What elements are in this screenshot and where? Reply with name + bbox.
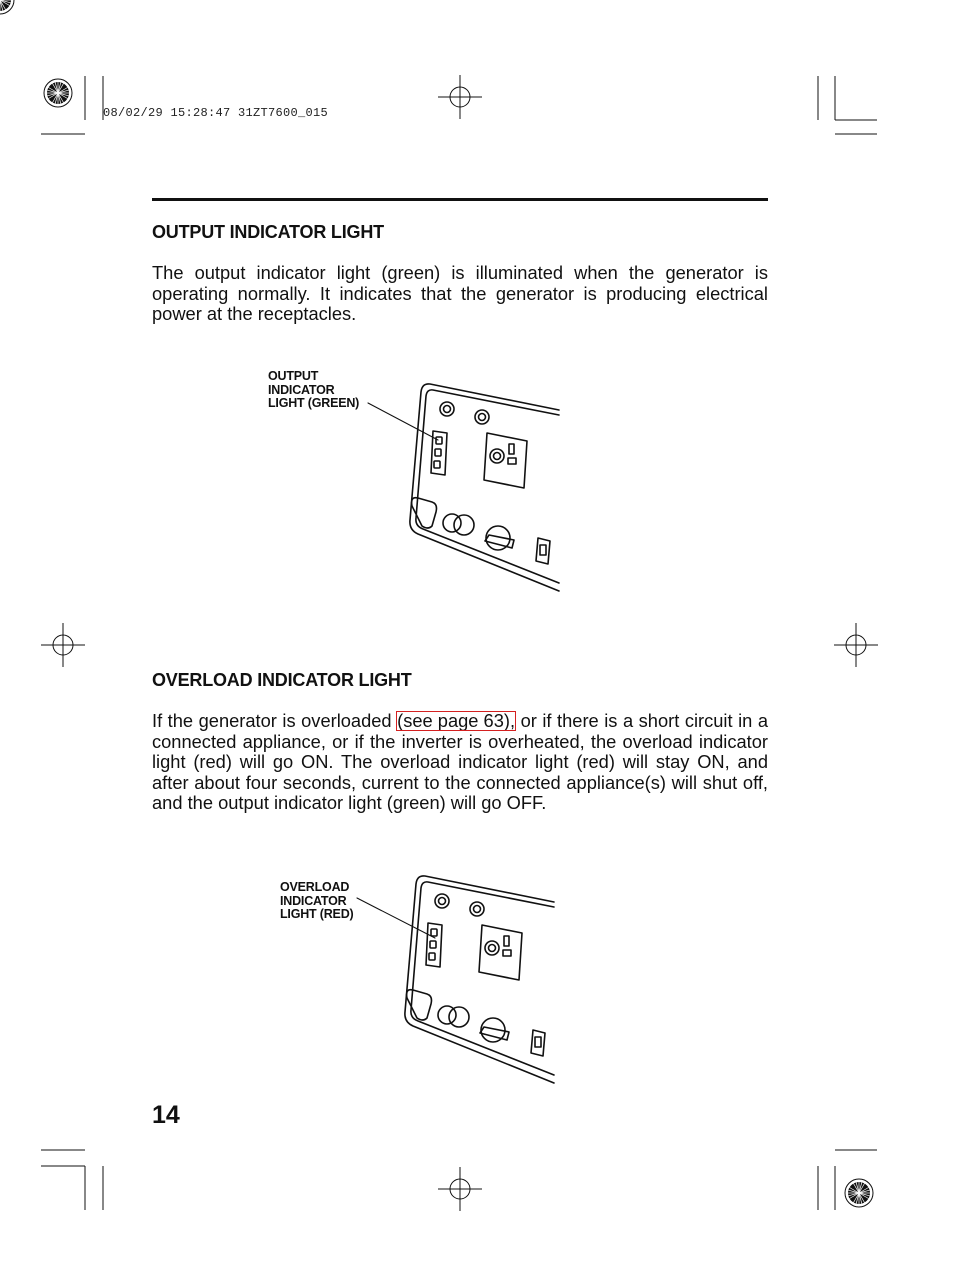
control-panel-figure-output [360,378,565,593]
print-timestamp: 08/02/29 15:28:47 31ZT7600_015 [103,106,329,120]
callout-output-indicator-light: OUTPUT INDICATOR LIGHT (GREEN) [268,369,360,410]
registration-burst-top-left [44,79,72,107]
overload-text-before-link: If the generator is overloaded [152,710,398,731]
heading-overload-indicator-light: OVERLOAD INDICATOR LIGHT [152,670,412,690]
overload-indicator-paragraph [152,711,768,814]
output-indicator-paragraph: The output indicator light (green) is illuminated when the generator is operating normally. It indicates that the generator is producing electrical power at the receptacles. [152,262,768,324]
callout-overload-indicator-light: OVERLOAD INDICATOR LIGHT (RED) [280,880,354,921]
see-page-63-link[interactable]: (see page 63), [397,710,516,731]
registration-burst-bottom-right [845,1179,873,1207]
overload-text-after-link: or if there is a short circuit in a connected appliance, or if the inverter is overheated, the overload indicator light (red) will go ON. The overload indicator light (red) will stay ON, and after about four seconds, current to the connected appliance(s) will shut off, and the output indicator light (green) will go OFF. [152,710,769,813]
page-number: 14 [152,1101,180,1129]
heading-output-indicator-light: OUTPUT INDICATOR LIGHT [152,222,384,242]
section-rule [152,198,768,201]
control-panel-figure-overload [355,870,560,1085]
